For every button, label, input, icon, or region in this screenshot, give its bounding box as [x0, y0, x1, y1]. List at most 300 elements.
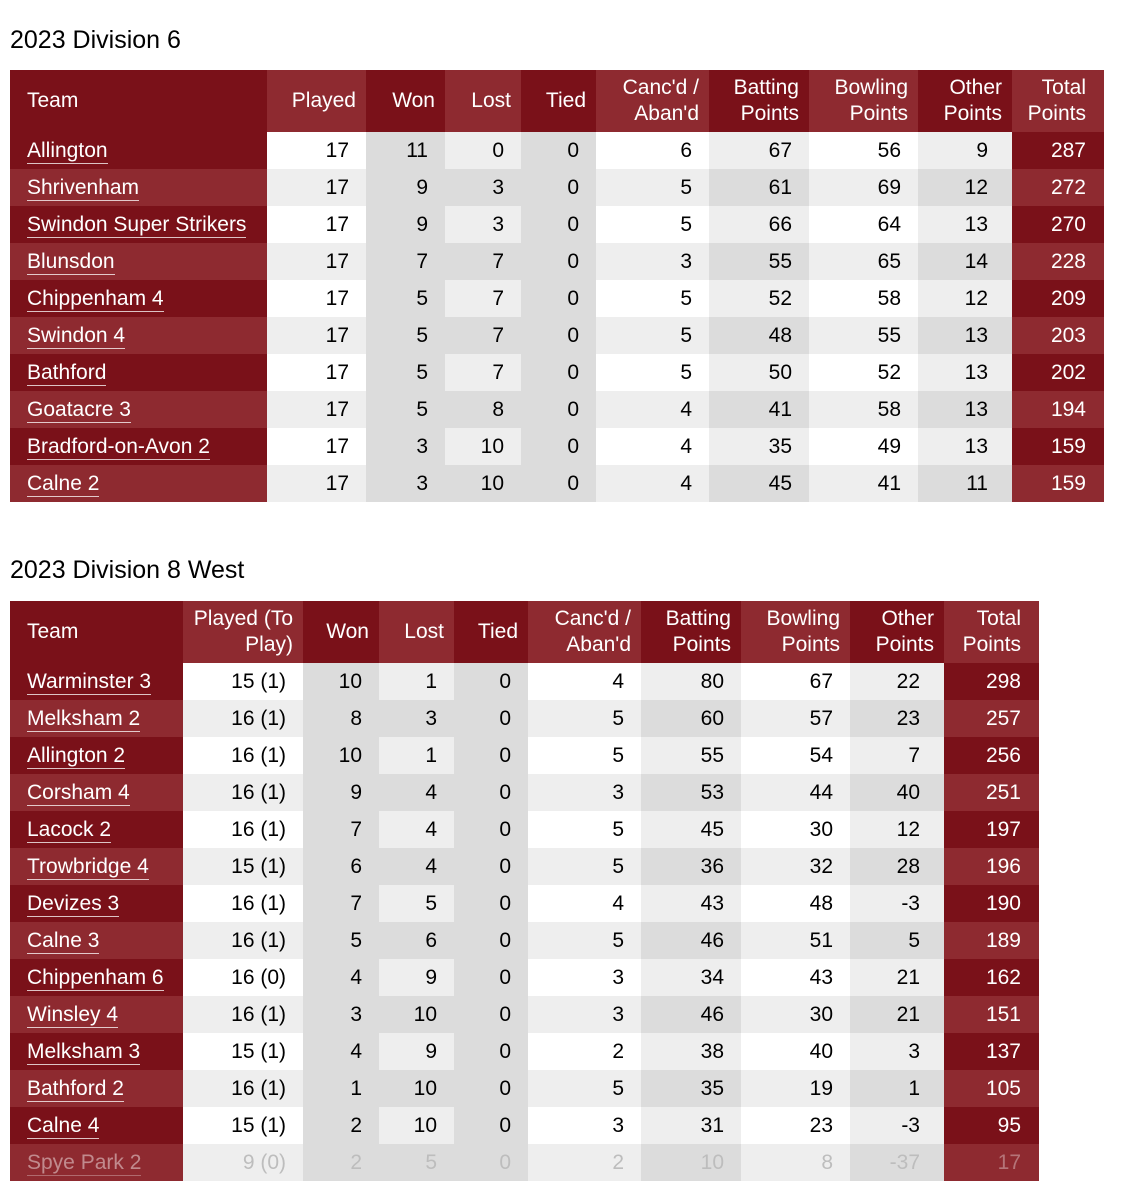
cell-cancd-abandoned: 3: [528, 959, 641, 996]
cell-won: 6: [303, 848, 379, 885]
cell-other-points: 9: [918, 132, 1012, 169]
cell-bowling-points: 56: [809, 132, 918, 169]
cell-won: 7: [303, 885, 379, 922]
team-link[interactable]: [10, 811, 183, 848]
table-row: [10, 848, 1039, 885]
cell-total-points: 270: [1012, 206, 1104, 243]
cell-tied: 0: [521, 428, 596, 465]
cell-other-points: -3: [850, 885, 944, 922]
header-cancd-abandoned: Canc'd / Aban'd: [528, 601, 641, 663]
team-name[interactable]: Swindon 4: [27, 323, 126, 347]
team-link[interactable]: [10, 1070, 183, 1107]
cell-bowling-points: 8: [741, 1144, 850, 1181]
cell-batting-points: 61: [709, 169, 809, 206]
cell-lost: 3: [379, 700, 454, 737]
table-row: [10, 1107, 1039, 1144]
cell-other-points: 12: [850, 811, 944, 848]
cell-won: 8: [303, 700, 379, 737]
cell-cancd-abandoned: 3: [528, 774, 641, 811]
cell-total-points: 256: [944, 737, 1039, 774]
table-row: [10, 885, 1039, 922]
cell-won: 10: [303, 663, 379, 700]
cell-other-points: 11: [918, 465, 1012, 502]
cell-tied: 0: [454, 922, 528, 959]
cell-won: 3: [366, 465, 445, 502]
cell-bowling-points: 65: [809, 243, 918, 280]
team-name[interactable]: Lacock 2: [27, 817, 112, 841]
team-link[interactable]: [10, 391, 267, 428]
cell-lost: 1: [379, 663, 454, 700]
cell-total-points: 189: [944, 922, 1039, 959]
cell-batting-points: 45: [709, 465, 809, 502]
team-link[interactable]: [10, 206, 267, 243]
cell-total-points: 257: [944, 700, 1039, 737]
cell-bowling-points: 44: [741, 774, 850, 811]
table-row: [10, 354, 1104, 391]
table-row: [10, 317, 1104, 354]
cell-bowling-points: 43: [741, 959, 850, 996]
team-name[interactable]: Goatacre 3: [27, 397, 131, 421]
cell-tied: 0: [521, 391, 596, 428]
cell-bowling-points: 30: [741, 811, 850, 848]
cell-bowling-points: 64: [809, 206, 918, 243]
team-name[interactable]: Calne 4: [27, 1113, 100, 1137]
team-link[interactable]: [10, 959, 183, 996]
team-link[interactable]: [10, 737, 183, 774]
cell-tied: 0: [521, 169, 596, 206]
cell-lost: 4: [379, 848, 454, 885]
cell-bowling-points: 49: [809, 428, 918, 465]
team-link[interactable]: [10, 317, 267, 354]
cell-other-points: 28: [850, 848, 944, 885]
cell-bowling-points: 30: [741, 996, 850, 1033]
cell-lost: 3: [445, 206, 521, 243]
cell-cancd-abandoned: 5: [528, 922, 641, 959]
cell-tied: 0: [521, 280, 596, 317]
team-link[interactable]: [10, 922, 183, 959]
table-row: [10, 922, 1039, 959]
cell-bowling-points: 51: [741, 922, 850, 959]
header-played: Played: [267, 70, 366, 132]
team-link[interactable]: [10, 428, 267, 465]
cell-lost: 4: [379, 811, 454, 848]
cell-played: 17: [267, 206, 366, 243]
team-name[interactable]: Melksham 2: [27, 706, 141, 730]
cell-other-points: 13: [918, 206, 1012, 243]
team-name[interactable]: Spye Park 2: [27, 1150, 142, 1174]
cell-played: 16 (1): [183, 996, 303, 1033]
cell-batting-points: 60: [641, 700, 741, 737]
cell-batting-points: 66: [709, 206, 809, 243]
cell-cancd-abandoned: 3: [528, 1107, 641, 1144]
header-tied: Tied: [454, 601, 528, 663]
cell-played: 17: [267, 391, 366, 428]
team-name[interactable]: Bathford: [27, 360, 107, 384]
cell-lost: 7: [445, 280, 521, 317]
header-row: [10, 70, 1104, 132]
team-name[interactable]: Trowbridge 4: [27, 854, 149, 878]
cell-batting-points: 41: [709, 391, 809, 428]
team-link[interactable]: [10, 243, 267, 280]
team-name[interactable]: Warminster 3: [27, 669, 152, 693]
cell-won: 5: [366, 317, 445, 354]
cell-bowling-points: 32: [741, 848, 850, 885]
cell-played: 16 (1): [183, 737, 303, 774]
table-row: [10, 1033, 1039, 1070]
cell-lost: 9: [379, 959, 454, 996]
cell-won: 3: [366, 428, 445, 465]
cell-total-points: 190: [944, 885, 1039, 922]
team-name[interactable]: Calne 2: [27, 471, 100, 495]
cell-batting-points: 35: [641, 1070, 741, 1107]
cell-cancd-abandoned: 4: [528, 885, 641, 922]
cell-lost: 9: [379, 1033, 454, 1070]
cell-bowling-points: 41: [809, 465, 918, 502]
header-team: Team: [10, 70, 267, 132]
cell-cancd-abandoned: 5: [596, 169, 709, 206]
cell-won: 1: [303, 1070, 379, 1107]
cell-total-points: 162: [944, 959, 1039, 996]
cell-won: 3: [303, 996, 379, 1033]
cell-bowling-points: 67: [741, 663, 850, 700]
cell-other-points: 13: [918, 391, 1012, 428]
table-row: [10, 700, 1039, 737]
cell-played: 17: [267, 169, 366, 206]
cell-lost: 10: [379, 1107, 454, 1144]
table-row: [10, 959, 1039, 996]
table-row: [10, 737, 1039, 774]
team-name[interactable]: Corsham 4: [27, 780, 130, 804]
cell-cancd-abandoned: 4: [528, 663, 641, 700]
cell-played: 17: [267, 465, 366, 502]
cell-cancd-abandoned: 4: [596, 428, 709, 465]
header-team: Team: [10, 601, 183, 663]
cell-tied: 0: [521, 132, 596, 169]
team-name[interactable]: Devizes 3: [27, 891, 120, 915]
cell-total-points: 95: [944, 1107, 1039, 1144]
team-link[interactable]: [10, 465, 267, 502]
header-total-points: Total Points: [1012, 70, 1104, 132]
header-won: Won: [303, 601, 379, 663]
cell-batting-points: 34: [641, 959, 741, 996]
cell-played: 16 (0): [183, 959, 303, 996]
team-link[interactable]: [10, 354, 267, 391]
cell-won: 5: [366, 280, 445, 317]
cell-played: 16 (1): [183, 1070, 303, 1107]
cell-batting-points: 55: [709, 243, 809, 280]
cell-batting-points: 45: [641, 811, 741, 848]
cell-tied: 0: [454, 663, 528, 700]
cell-played: 17: [267, 428, 366, 465]
team-name[interactable]: Calne 3: [27, 928, 100, 952]
team-link[interactable]: [10, 996, 183, 1033]
header-cancd-abandoned: Canc'd / Aban'd: [596, 70, 709, 132]
table-row: [10, 428, 1104, 465]
cell-won: 2: [303, 1107, 379, 1144]
cell-cancd-abandoned: 5: [528, 1070, 641, 1107]
cell-batting-points: 80: [641, 663, 741, 700]
header-batting-points: Batting Points: [641, 601, 741, 663]
cell-lost: 5: [379, 1144, 454, 1181]
cell-won: 7: [366, 243, 445, 280]
cell-total-points: 197: [944, 811, 1039, 848]
cell-played: 17: [267, 354, 366, 391]
header-other-points: Other Points: [850, 601, 944, 663]
cell-played: 17: [267, 280, 366, 317]
team-link[interactable]: [10, 1107, 183, 1144]
cell-other-points: 13: [918, 317, 1012, 354]
cell-bowling-points: 48: [741, 885, 850, 922]
cell-won: 5: [303, 922, 379, 959]
cell-played: 17: [267, 243, 366, 280]
header-total-points: Total Points: [944, 601, 1039, 663]
header-lost: Lost: [379, 601, 454, 663]
cell-won: 9: [366, 169, 445, 206]
cell-batting-points: 43: [641, 885, 741, 922]
cell-tied: 0: [454, 1107, 528, 1144]
team-name[interactable]: Chippenham 4: [27, 286, 164, 310]
team-link[interactable]: [10, 885, 183, 922]
team-link[interactable]: [10, 663, 183, 700]
team-link[interactable]: [10, 848, 183, 885]
cell-cancd-abandoned: 5: [528, 848, 641, 885]
cell-other-points: 21: [850, 996, 944, 1033]
cell-bowling-points: 57: [741, 700, 850, 737]
table-row: [10, 206, 1104, 243]
cell-cancd-abandoned: 5: [596, 280, 709, 317]
table-row: [10, 465, 1104, 502]
team-name[interactable]: Bathford 2: [27, 1076, 124, 1100]
cell-bowling-points: 58: [809, 280, 918, 317]
cell-won: 9: [303, 774, 379, 811]
cell-tied: 0: [521, 465, 596, 502]
table-row: [10, 243, 1104, 280]
cell-other-points: 40: [850, 774, 944, 811]
team-name[interactable]: Allington 2: [27, 743, 126, 767]
cell-batting-points: 31: [641, 1107, 741, 1144]
cell-won: 9: [366, 206, 445, 243]
team-name[interactable]: Blunsdon: [27, 249, 115, 273]
header-tied: Tied: [521, 70, 596, 132]
cell-lost: 5: [379, 885, 454, 922]
cell-won: 2: [303, 1144, 379, 1181]
cell-cancd-abandoned: 3: [596, 243, 709, 280]
cell-batting-points: 53: [641, 774, 741, 811]
cell-lost: 7: [445, 317, 521, 354]
cell-won: 7: [303, 811, 379, 848]
cell-cancd-abandoned: 2: [528, 1144, 641, 1181]
cell-played: 9 (0): [183, 1144, 303, 1181]
cell-lost: 10: [445, 465, 521, 502]
cell-other-points: -37: [850, 1144, 944, 1181]
header-other-points: Other Points: [918, 70, 1012, 132]
cell-played: 16 (1): [183, 811, 303, 848]
team-link[interactable]: [10, 1144, 183, 1181]
cell-tied: 0: [454, 1070, 528, 1107]
cell-total-points: 287: [1012, 132, 1104, 169]
cell-won: 5: [366, 391, 445, 428]
cell-lost: 10: [445, 428, 521, 465]
cell-total-points: 228: [1012, 243, 1104, 280]
cell-other-points: 5: [850, 922, 944, 959]
cell-cancd-abandoned: 4: [596, 391, 709, 428]
cell-total-points: 194: [1012, 391, 1104, 428]
table-row: [10, 811, 1039, 848]
team-link[interactable]: [10, 169, 267, 206]
cell-played: 16 (1): [183, 700, 303, 737]
team-name[interactable]: Bradford-on-Avon 2: [27, 434, 210, 458]
cell-lost: 0: [445, 132, 521, 169]
cell-total-points: 209: [1012, 280, 1104, 317]
cell-played: 15 (1): [183, 663, 303, 700]
team-link[interactable]: [10, 774, 183, 811]
team-link[interactable]: [10, 132, 267, 169]
cell-batting-points: 46: [641, 922, 741, 959]
cell-bowling-points: 40: [741, 1033, 850, 1070]
cell-other-points: 22: [850, 663, 944, 700]
cell-other-points: 12: [918, 169, 1012, 206]
cell-batting-points: 46: [641, 996, 741, 1033]
cell-total-points: 272: [1012, 169, 1104, 206]
cell-tied: 0: [454, 1033, 528, 1070]
cell-lost: 10: [379, 1070, 454, 1107]
cell-tied: 0: [454, 885, 528, 922]
cell-batting-points: 36: [641, 848, 741, 885]
division-6-title: 2023 Division 6: [10, 26, 181, 54]
table-row: [10, 663, 1039, 700]
team-name[interactable]: Swindon Super Strikers: [27, 212, 247, 236]
cell-lost: 1: [379, 737, 454, 774]
cell-other-points: 1: [850, 1070, 944, 1107]
cell-other-points: 7: [850, 737, 944, 774]
header-played: Played (To Play): [183, 601, 303, 663]
cell-total-points: 298: [944, 663, 1039, 700]
cell-cancd-abandoned: 6: [596, 132, 709, 169]
cell-total-points: 159: [1012, 428, 1104, 465]
cell-total-points: 202: [1012, 354, 1104, 391]
cell-tied: 0: [454, 959, 528, 996]
cell-played: 17: [267, 132, 366, 169]
table-row: [10, 132, 1104, 169]
team-name[interactable]: Allington: [27, 138, 108, 162]
cell-played: 17: [267, 317, 366, 354]
cell-bowling-points: 54: [741, 737, 850, 774]
cell-lost: 8: [445, 391, 521, 428]
cell-cancd-abandoned: 2: [528, 1033, 641, 1070]
cell-lost: 7: [445, 243, 521, 280]
table-row: [10, 169, 1104, 206]
team-name[interactable]: Chippenham 6: [27, 965, 164, 989]
cell-played: 16 (1): [183, 885, 303, 922]
cell-lost: 3: [445, 169, 521, 206]
cell-won: 5: [366, 354, 445, 391]
team-link[interactable]: [10, 280, 267, 317]
cell-lost: 4: [379, 774, 454, 811]
cell-total-points: 251: [944, 774, 1039, 811]
cell-tied: 0: [521, 206, 596, 243]
table-row: [10, 996, 1039, 1033]
cell-tied: 0: [454, 774, 528, 811]
division-8-west-title: 2023 Division 8 West: [10, 556, 245, 584]
cell-batting-points: 55: [641, 737, 741, 774]
table-row: [10, 774, 1039, 811]
cell-cancd-abandoned: 4: [596, 465, 709, 502]
cell-lost: 7: [445, 354, 521, 391]
cell-batting-points: 52: [709, 280, 809, 317]
cell-bowling-points: 19: [741, 1070, 850, 1107]
cell-played: 15 (1): [183, 1107, 303, 1144]
team-link[interactable]: [10, 1033, 183, 1070]
cell-total-points: 105: [944, 1070, 1039, 1107]
cell-tied: 0: [521, 317, 596, 354]
cell-played: 15 (1): [183, 1033, 303, 1070]
cell-tied: 0: [454, 737, 528, 774]
cell-tied: 0: [521, 243, 596, 280]
cell-cancd-abandoned: 5: [528, 811, 641, 848]
team-link[interactable]: [10, 700, 183, 737]
division-8-west-table: [10, 601, 1039, 1181]
team-name[interactable]: Melksham 3: [27, 1039, 141, 1063]
cell-bowling-points: 52: [809, 354, 918, 391]
cell-other-points: 13: [918, 354, 1012, 391]
cell-other-points: 13: [918, 428, 1012, 465]
table-row: [10, 280, 1104, 317]
cell-played: 16 (1): [183, 922, 303, 959]
table-row: [10, 1070, 1039, 1107]
cell-total-points: 151: [944, 996, 1039, 1033]
cell-tied: 0: [454, 1144, 528, 1181]
cell-total-points: 196: [944, 848, 1039, 885]
cell-other-points: 23: [850, 700, 944, 737]
cell-played: 16 (1): [183, 774, 303, 811]
cell-cancd-abandoned: 5: [528, 700, 641, 737]
cell-total-points: 159: [1012, 465, 1104, 502]
cell-won: 4: [303, 959, 379, 996]
cell-batting-points: 50: [709, 354, 809, 391]
cell-lost: 10: [379, 996, 454, 1033]
team-name[interactable]: Winsley 4: [27, 1002, 119, 1026]
cell-cancd-abandoned: 5: [528, 737, 641, 774]
cell-tied: 0: [521, 354, 596, 391]
cell-other-points: -3: [850, 1107, 944, 1144]
cell-cancd-abandoned: 5: [596, 354, 709, 391]
cell-won: 10: [303, 737, 379, 774]
division-6-table: [10, 70, 1104, 502]
header-row: [10, 601, 1039, 663]
header-bowling-points: Bowling Points: [809, 70, 918, 132]
cell-lost: 6: [379, 922, 454, 959]
cell-total-points: 137: [944, 1033, 1039, 1070]
cell-won: 11: [366, 132, 445, 169]
header-lost: Lost: [445, 70, 521, 132]
cell-total-points: 17: [944, 1144, 1039, 1181]
cell-tied: 0: [454, 848, 528, 885]
cell-other-points: 21: [850, 959, 944, 996]
cell-cancd-abandoned: 5: [596, 206, 709, 243]
table-row: [10, 1144, 1039, 1181]
cell-batting-points: 38: [641, 1033, 741, 1070]
cell-total-points: 203: [1012, 317, 1104, 354]
cell-batting-points: 35: [709, 428, 809, 465]
cell-bowling-points: 69: [809, 169, 918, 206]
team-name[interactable]: Shrivenham: [27, 175, 140, 199]
cell-cancd-abandoned: 5: [596, 317, 709, 354]
cell-other-points: 14: [918, 243, 1012, 280]
cell-played: 15 (1): [183, 848, 303, 885]
header-batting-points: Batting Points: [709, 70, 809, 132]
cell-bowling-points: 55: [809, 317, 918, 354]
cell-tied: 0: [454, 811, 528, 848]
